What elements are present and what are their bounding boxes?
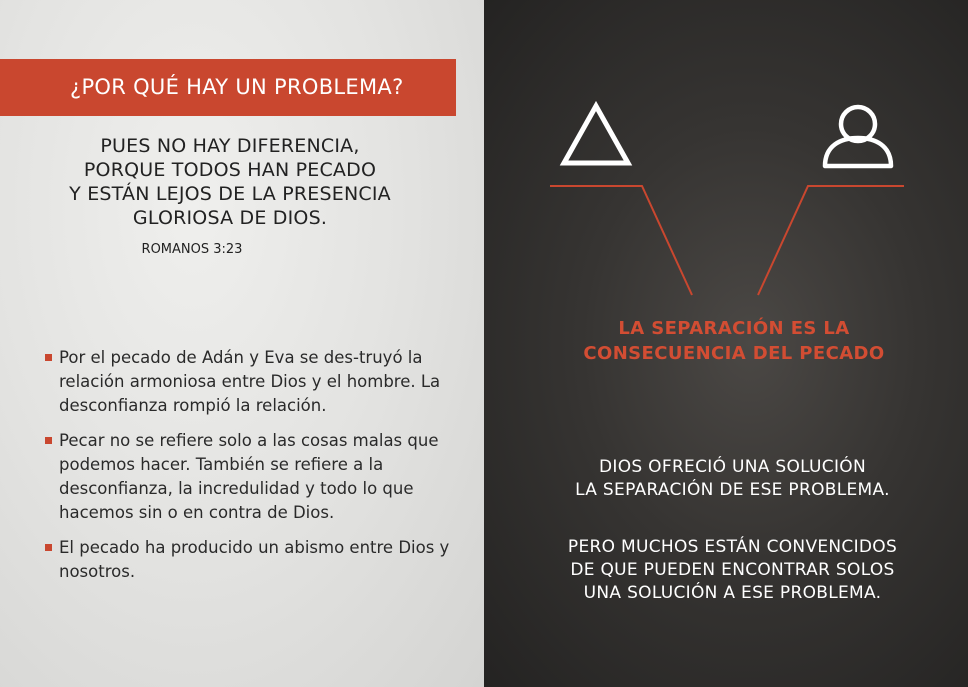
message-line: DIOS OFRECIÓ UNA SOLUCIÓN (599, 457, 866, 477)
list-item (44, 536, 454, 584)
list-item (44, 346, 454, 418)
square-bullet-icon (45, 437, 52, 444)
square-bullet-icon (45, 544, 52, 551)
page-title: ¿POR QUÉ HAY UN PROBLEMA? (70, 75, 404, 99)
explanation-list (44, 346, 454, 595)
message-line: LA SEPARACIÓN DE ESE PROBLEMA. (575, 480, 890, 500)
list-item-text: El pecado ha producido un abismo entre Dios y nosotros. (59, 538, 450, 581)
square-bullet-icon (45, 354, 52, 361)
list-item (44, 429, 454, 525)
verse-line: GLORIOSA DE DIOS. (132, 207, 328, 229)
verse-reference: ROMANOS 3:23 (141, 242, 243, 257)
solution-message (520, 456, 945, 502)
chasm-lines (550, 186, 904, 295)
verse-line: PORQUE TODOS HAN PECADO (83, 159, 377, 181)
conviction-message (520, 536, 945, 605)
verse-line: PUES NO HAY DIFERENCIA, (100, 135, 360, 157)
bible-verse (40, 134, 420, 230)
separation-title-line: LA SEPARACIÓN ES LA (618, 318, 850, 339)
list-item-text: Por el pecado de Adán y Eva se des-truyó la relación armoniosa entre Dios y el hombre. La desconfianza rompió la relación. (59, 348, 441, 415)
message-line: UNA SOLUCIÓN A ESE PROBLEMA. (583, 583, 882, 603)
triangle-icon (564, 106, 628, 163)
message-line: PERO MUCHOS ESTÁN CONVENCIDOS (567, 537, 898, 557)
person-icon (825, 107, 891, 166)
verse-line: Y ESTÁN LEJOS DE LA PRESENCIA (69, 183, 391, 205)
list-item-text: Pecar no se refiere solo a las cosas malas que podemos hacer. También se refiere a la desconfianza, la incredulidad y todo lo que hacemos sin o en contra de Dios. (59, 431, 439, 522)
separation-title-line: CONSECUENCIA DEL PECADO (583, 343, 885, 364)
verse-reference-wrap (40, 242, 484, 257)
separation-title (534, 316, 934, 366)
message-line: DE QUE PUEDEN ENCONTRAR SOLOS (570, 560, 895, 580)
